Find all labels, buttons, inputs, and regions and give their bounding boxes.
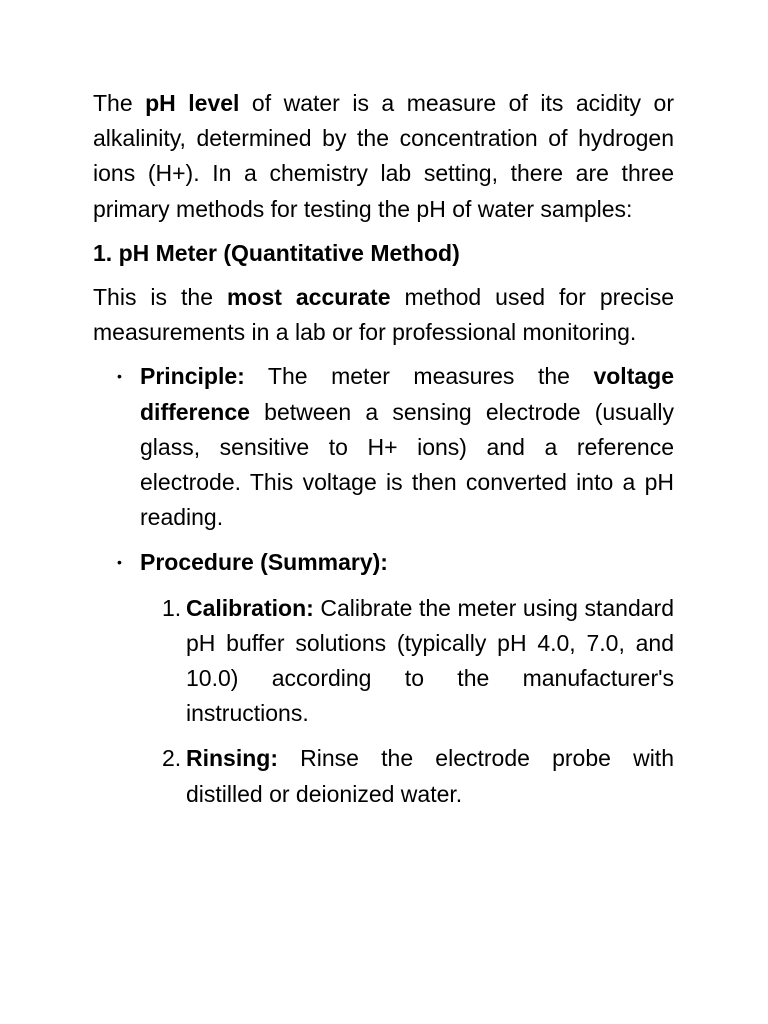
principle-text-2: between a sensing electrode (usually glass, sensitive to H+ ions) and a reference electrode. This voltage is then converted into a pH reading. xyxy=(140,398,674,531)
section-paragraph xyxy=(93,280,674,350)
step-calibration-text xyxy=(186,591,674,732)
bullet-item-principle xyxy=(93,359,674,535)
numbered-steps xyxy=(140,591,674,812)
intro-text-2: of water is a measure of its acidity or alkalinity, determined by the concentration of hydrogen ions (H+). In a chemistry lab setting, there are three primary methods for testing the pH of water samples: xyxy=(93,90,674,222)
procedure-label: Procedure (Summary): xyxy=(140,549,388,576)
bullet-marker: • xyxy=(117,368,122,385)
calibration-label: Calibration: xyxy=(186,594,314,621)
calibration-text: Calibrate the meter using standard pH buffer solutions (typically pH 4.0, 7.0, and 10.0) according to the manufacturer's instructions. xyxy=(186,594,674,727)
section-text-2: method used for precise measurements in a lab or for professional monitoring. xyxy=(93,284,674,346)
section-bold-most-accurate: most accurate xyxy=(226,284,391,311)
rinsing-text: Rinse the electrode probe with distilled or deionized water. xyxy=(186,745,674,807)
rinsing-label: Rinsing: xyxy=(186,745,278,772)
principle-bold-voltage-difference: voltage difference xyxy=(140,363,674,425)
step-item-rinsing xyxy=(140,741,674,811)
bullet-item-procedure xyxy=(93,545,674,811)
bullet-list xyxy=(93,359,674,811)
intro-bold-ph-level: pH level xyxy=(145,90,240,116)
document-page xyxy=(93,86,674,822)
bullet-marker: • xyxy=(117,554,122,571)
step-number: 1. xyxy=(162,594,182,621)
intro-text-1: The xyxy=(93,90,146,116)
section-text-1: This is the xyxy=(93,284,227,311)
intro-paragraph xyxy=(93,86,674,227)
section-heading: 1. pH Meter (Quantitative Method) xyxy=(93,239,460,266)
bullet-procedure-text xyxy=(140,545,674,580)
principle-text-1: The meter measures the xyxy=(244,363,594,390)
principle-label: Principle: xyxy=(140,363,245,390)
step-rinsing-text xyxy=(186,741,674,811)
bullet-principle-text xyxy=(140,359,674,535)
step-item-calibration xyxy=(140,591,674,732)
step-number: 2. xyxy=(162,745,182,772)
